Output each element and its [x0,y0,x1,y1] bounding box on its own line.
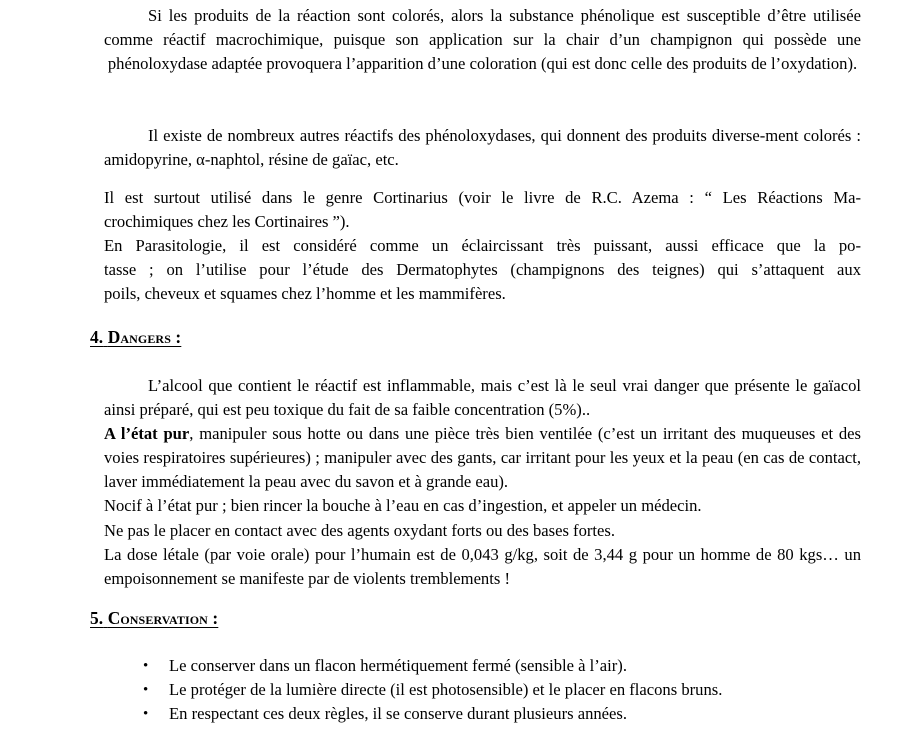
heading-dangers-title: Dangers : [107,327,182,347]
bullet-marker-icon: • [143,681,149,698]
paragraph-intro-block [104,4,861,76]
heading-dangers [90,326,181,348]
paragraph-pure-state [104,422,861,494]
list-item-label: Le protéger de la lumière directe (il est photosensible) et le placer en flacons bruns. [169,680,723,700]
line-cortinarius-2: crochimiques chez les Cortinaires ”). [104,212,350,232]
paragraph-other-reagents-block [104,124,861,172]
pure-state-text: , manipuler sous hotte ou dans une pièce très bien ventilée (c’est un irritant des muqueuses et des voies respiratoires supérieures) ; manipuler avec des gants, car irritant pour les yeux et la peau (en cas de contact, laver immédiatement la peau avec du savon et à grande eau). [104,424,861,492]
list-item [143,702,722,726]
heading-conservation-title: Conservation : [107,608,219,628]
list-item [143,654,722,678]
heading-dangers-number: 4. [90,327,104,347]
paragraph-incompatibility: Ne pas le placer en contact avec des agents oxydant forts ou des bases fortes. [104,520,615,540]
pure-state-emphasis: A l’état pur [104,424,190,444]
paragraph-alcohol-warning: L’alcool que contient le réactif est inflammable, mais c’est là le seul vrai danger que présente le gaïacol ainsi préparé, qui est peu toxique du fait de sa faible concentration (5%).. [104,376,861,420]
conservation-bullet-list [143,654,722,726]
paragraph-lethal-dose: La dose létale (par voie orale) pour l’humain est de 0,043 g/kg, soit de 3,44 g pour un homme de 80 kgs… un empoisonnement se manifeste par de violents tremblements ! [104,544,861,588]
heading-conservation-number: 5. [90,608,104,628]
line-parasitology-1: En Parasitologie, il est considéré comme un éclaircissant très puissant, aussi efficace que la po- [104,236,861,256]
paragraph-cortinarius-block [104,186,861,306]
dangers-body [104,374,861,591]
list-item-label: En respectant ces deux règles, il se conserve durant plusieurs années. [169,704,628,724]
heading-conservation [90,607,218,629]
bullet-marker-icon: • [143,705,149,722]
list-item-label: Le conserver dans un flacon hermétiquement fermé (sensible à l’air). [169,656,627,675]
line-parasitology-2: tasse ; on l’utilise pour l’étude des Dermatophytes (champignons des teignes) qui s’attaquent aux [104,260,861,280]
line-cortinarius-1: Il est surtout utilisé dans le genre Cortinarius (voir le livre de R.C. Azema : “ Les Réactions Ma- [104,188,861,207]
line-parasitology-3: poils, cheveux et squames chez l’homme et les mammifères. [104,284,506,304]
paragraph-ingestion: Nocif à l’état pur ; bien rincer la bouche à l’eau en cas d’ingestion, et appeler un médecin. [104,496,702,516]
paragraph-other-reagents: Il existe de nombreux autres réactifs des phénoloxydases, qui donnent des produits diverse-ment colorés : amidopyrine, α-naphtol, résine de gaïac, etc. [104,126,861,170]
paragraph-intro: Si les produits de la réaction sont colorés, alors la substance phénolique est susceptible d’être utilisée comme réactif macrochimique, puisque son application sur la chair d’un champignon qui possède une phénoloxydase adaptée provoquera l’apparition d’une coloration (qui est donc celle des produits de l’oxydation). [104,6,861,74]
list-item [143,678,722,702]
bullet-marker-icon: • [143,657,149,674]
